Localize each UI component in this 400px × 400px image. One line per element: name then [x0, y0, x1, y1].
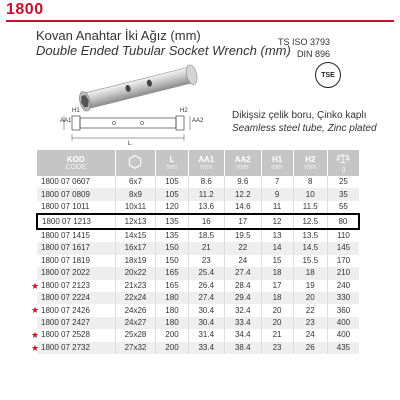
cell-weight: 435: [327, 342, 359, 354]
col-header-aa2: AA2 mm: [225, 150, 262, 176]
dim-label-l: L: [128, 141, 132, 147]
hex-nut-icon: [128, 155, 142, 169]
cell-h2: 14.5: [293, 242, 327, 254]
cell-code: ★ 1800 07 2528: [31, 330, 90, 341]
cell-code: 1800 07 1819: [41, 255, 90, 265]
star-icon: ★: [31, 305, 40, 316]
cell-aa2: 34.4: [225, 329, 262, 341]
cell-aa2: 33.4: [225, 317, 262, 329]
cell-h1: 18: [261, 292, 293, 304]
cell-weight: 240: [327, 280, 359, 292]
cell-size: 18x19: [115, 255, 156, 267]
col-header-size: [115, 150, 156, 176]
cell-code: 1800 07 2224: [37, 292, 115, 304]
cell-aa1: 11.2: [188, 188, 225, 200]
cell-h1: 13: [261, 229, 293, 242]
cell-h1: 11: [261, 201, 293, 214]
cell-h1: 18: [261, 267, 293, 279]
cell-aa1: 21: [188, 242, 225, 254]
cell-aa1: 23: [188, 255, 225, 267]
cell-length: 165: [156, 280, 188, 292]
cell-weight: 330: [327, 292, 359, 304]
table-row: [37, 214, 359, 228]
cell-aa1: 16: [188, 214, 225, 228]
cell-size: 16x17: [115, 242, 156, 254]
cell-code: 1800 07 0607: [41, 177, 90, 187]
cell-aa2: 14.6: [225, 201, 262, 214]
cell-h2: 26: [293, 342, 327, 354]
cell-aa1: 13.6: [188, 201, 225, 214]
cell-aa1: 25.4: [188, 267, 225, 279]
cell-h2: 8: [293, 176, 327, 188]
cell-aa2: 32.4: [225, 304, 262, 316]
cell-size: 25x28: [115, 329, 156, 341]
cell-size: 21x23: [115, 280, 156, 292]
dim-label-aa2: AA2: [192, 118, 204, 124]
description-tr: Dikişsiz çelik boru, Çinko kaplı: [232, 110, 367, 121]
table-header-row: [37, 150, 359, 176]
spec-table: [31, 150, 360, 354]
col-header-weight: g: [327, 150, 359, 176]
star-icon: ★: [31, 342, 40, 353]
cell-weight: 110: [327, 229, 359, 242]
product-title-en: Double Ended Tubular Socket Wrench (mm): [36, 43, 291, 58]
cell-length: 200: [156, 329, 188, 341]
col-header-h1: H1 mm: [261, 150, 293, 176]
cell-aa1: 18.5: [188, 229, 225, 242]
cell-size: 27x32: [115, 342, 156, 354]
cell-size: 20x22: [115, 267, 156, 279]
cell-length: 200: [156, 342, 188, 354]
cell-aa1: 30.4: [188, 317, 225, 329]
cell-code: 1800 07 0809: [37, 188, 115, 200]
cell-size: 10x11: [115, 201, 156, 214]
cell-code: ★ 1800 07 2732: [37, 342, 115, 354]
cell-h2: 15.5: [293, 255, 327, 267]
col-header-l: L mm: [156, 150, 188, 176]
cell-aa2: 24: [225, 255, 262, 267]
cell-h1: 7: [261, 176, 293, 188]
cell-h1: 17: [261, 280, 293, 292]
cell-size: 24x26: [115, 304, 156, 316]
cell-length: 135: [156, 229, 188, 242]
cell-h1: 21: [261, 329, 293, 341]
cell-length: 105: [156, 176, 188, 188]
cell-code: ★ 1800 07 2123: [31, 280, 90, 291]
table-row: [37, 201, 359, 214]
cell-h1: 9: [261, 188, 293, 200]
cell-weight: 25: [327, 176, 359, 188]
cell-weight: 400: [327, 329, 359, 341]
wrench-illustration: [58, 62, 218, 142]
cell-h2: 23: [293, 317, 327, 329]
header-divider: [6, 20, 394, 22]
description-en: Seamless steel tube, Zinc plated: [232, 123, 377, 134]
cell-weight: 360: [327, 304, 359, 316]
cell-h2: 11.5: [293, 201, 327, 214]
product-title-tr: Kovan Anahtar İki Ağız (mm): [36, 28, 201, 43]
cell-aa1: 26.4: [188, 280, 225, 292]
cell-h1: 14: [261, 242, 293, 254]
cell-h2: 20: [293, 292, 327, 304]
cell-h2: 24: [293, 329, 327, 341]
cell-aa2: 17: [225, 214, 262, 228]
cell-weight: 400: [327, 317, 359, 329]
cell-size: 24x27: [115, 317, 156, 329]
cell-length: 150: [156, 242, 188, 254]
star-icon: ★: [31, 280, 40, 291]
cell-h2: 12.5: [293, 214, 327, 228]
table-row: [37, 342, 359, 354]
cell-size: 22x24: [115, 292, 156, 304]
cell-aa2: 19.5: [225, 229, 262, 242]
cell-code: 1800 07 1617: [37, 242, 115, 254]
cell-size: 12x13: [115, 214, 156, 228]
table-row: [37, 188, 359, 200]
cell-h1: 20: [261, 304, 293, 316]
cell-weight: 170: [327, 255, 359, 267]
table-row: [37, 280, 359, 292]
cell-length: 120: [156, 201, 188, 214]
cell-weight: 55: [327, 201, 359, 214]
table-row: [37, 176, 359, 188]
cell-h2: 18: [293, 267, 327, 279]
cell-aa2: 9.6: [225, 176, 262, 188]
cell-aa1: 8.6: [188, 176, 225, 188]
table-row: [37, 317, 359, 329]
cell-h2: 22: [293, 304, 327, 316]
cell-aa2: 28.4: [225, 280, 262, 292]
cell-aa2: 22: [225, 242, 262, 254]
cell-code: 1800 07 2427: [37, 317, 115, 329]
cell-length: 105: [156, 188, 188, 200]
star-icon: ★: [31, 330, 40, 341]
dim-label-aa1: AA1: [60, 118, 72, 124]
cell-aa2: 12.2: [225, 188, 262, 200]
cell-weight: 80: [327, 214, 359, 228]
table-row: [37, 304, 359, 316]
cell-h1: 12: [261, 214, 293, 228]
cell-code: 1800 07 1415: [41, 230, 90, 240]
cell-code: ★ 1800 07 2426: [31, 305, 90, 316]
table-row: [37, 267, 359, 279]
scale-icon: [336, 153, 350, 164]
col-header-aa1: AA1 mm: [188, 150, 225, 176]
cell-length: 135: [156, 214, 188, 228]
table-row: [37, 292, 359, 304]
cell-aa1: 27.4: [188, 292, 225, 304]
cell-aa1: 31.4: [188, 329, 225, 341]
cell-length: 180: [156, 292, 188, 304]
cell-h1: 20: [261, 317, 293, 329]
cell-h1: 23: [261, 342, 293, 354]
cell-h2: 13.5: [293, 229, 327, 242]
cell-aa1: 33.4: [188, 342, 225, 354]
table-row: [37, 229, 359, 242]
catalog-number: 1800: [6, 1, 44, 18]
cell-aa1: 30.4: [188, 304, 225, 316]
cell-size: 6x7: [115, 176, 156, 188]
cell-size: 8x9: [115, 188, 156, 200]
cell-weight: 145: [327, 242, 359, 254]
cell-code: 1800 07 2022: [37, 267, 115, 279]
table-row: [37, 255, 359, 267]
table-row: [37, 242, 359, 254]
tse-logo: TSE: [315, 62, 341, 88]
cell-weight: 210: [327, 267, 359, 279]
col-header-code: KOD CODE: [37, 150, 115, 176]
cell-aa2: 27.4: [225, 267, 262, 279]
cell-aa2: 29.4: [225, 292, 262, 304]
dim-label-h1: H1: [72, 108, 80, 114]
cell-length: 165: [156, 267, 188, 279]
cell-weight: 35: [327, 188, 359, 200]
cell-h2: 10: [293, 188, 327, 200]
cell-code: 1800 07 1011: [41, 202, 90, 212]
table-row: [37, 329, 359, 341]
standard-din: DIN 896: [296, 49, 330, 59]
cell-h1: 15: [261, 255, 293, 267]
cell-size: 14x15: [115, 229, 156, 242]
cell-code: 1800 07 1213: [37, 214, 115, 228]
cell-length: 150: [156, 255, 188, 267]
col-header-h2: H2 mm: [293, 150, 327, 176]
cell-length: 180: [156, 317, 188, 329]
cell-aa2: 38.4: [225, 342, 262, 354]
standard-iso: TS ISO 3793: [277, 37, 330, 47]
cell-h2: 19: [293, 280, 327, 292]
cell-length: 180: [156, 304, 188, 316]
dim-label-h2: H2: [180, 108, 188, 114]
